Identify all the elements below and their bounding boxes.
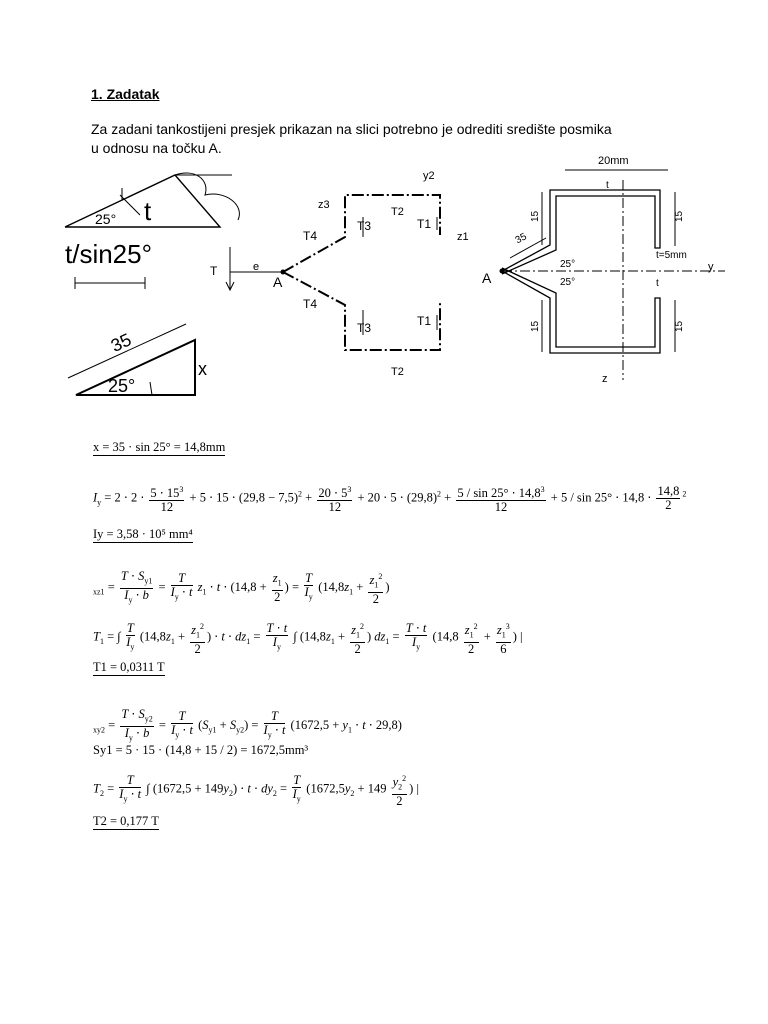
T1-bottom-label: T1: [417, 314, 432, 328]
equation-iy: $I_y = 2 \cdot 2$ ⋅ $\frac{5 \cdot 15^3}{12}$ + $5 \cdot 15 \cdot (29,8 - 7,5)^2$ + $\frac{20 \cdot 5^3}{12}$ + $20 \cdot 5 \cdot (29,8)^2$ + $\frac{5 / \sin 25^\circ \cdot 14,8^3}{12}$ + 5 / sin 25° ⋅ 14,8 ⋅ $\frac{14,8}{2}$ $^2$: [93, 484, 687, 515]
thickness-label: t: [144, 196, 152, 226]
point-A-label-right: A: [482, 270, 492, 286]
dim-15-right-bottom: 15: [674, 320, 685, 332]
point-A-label-mid: A: [273, 274, 283, 290]
equation-shear-flow-2: $_{xy2}$ = $\frac{T \cdot S_{y2}}{I_y \cdot b}$ = $\frac{T}{I_y \cdot t}$ $(S_{y1} + S_{y2})$ = $\frac{T}{I_y \cdot t}$ $(1672,5 + y_1 \cdot t \cdot 29,8)$: [93, 707, 402, 742]
T2-top-label: T2: [391, 206, 404, 218]
dim-15-left-bottom: 15: [530, 320, 541, 332]
z3-label: z3: [318, 199, 330, 211]
T1-top-label: T1: [417, 217, 432, 231]
thickness-t-label: t: [606, 180, 609, 191]
equation-T2-result: T2 = 0,177 T: [93, 814, 159, 828]
t-5mm-label: t=5mm: [656, 250, 687, 261]
T4-bottom-label: T4: [303, 297, 318, 311]
dim-15-right-top: 15: [674, 210, 685, 222]
T3-bottom-label: T3: [357, 321, 372, 335]
equation-Sy1: Sy1 = 5 · 15 · (14,8 + 15 / 2) = 1672,5mm³: [93, 743, 309, 757]
task-statement-line-2: u odnosu na točku A.: [91, 140, 222, 156]
equation-T2-integral: $T_2$ = $\frac{T}{I_y \cdot t}$ ∫ $(1672,5 + 149y_2) \cdot t \cdot dy_2$ = $\frac{T}{I_y}$ ($1672,5y_2 + 149$ $\frac{y_2^2}{2}$ ) |: [93, 773, 419, 808]
z1-label: z1: [457, 231, 469, 243]
task-statement-line-1: Za zadani tankostijeni presjek prikazan na slici potrebno je odrediti središte posmika: [91, 121, 612, 137]
angle-label-bottom: 25°: [108, 376, 136, 396]
equation-T1-result: T1 = 0,0311 T: [93, 660, 165, 674]
equation-T1-integral: $T_1$ = ∫ $\frac{T}{I_y}$ ($14,8z_1$ + $\frac{z_1^2}{2}$ ) ⋅ $t \cdot dz_1$ = $\frac{T \cdot t}{I_y}$ ∫ ($14,8z_1$ + $\frac{z_1^2}{2}$ ) $dz_1$ = $\frac{T \cdot t}{I_y}$ (14,8 $\frac{z_1^2}{2}$ + $\frac{z_1^3}{6}$ ) |: [93, 621, 523, 656]
angle-top-label: 25°: [560, 259, 576, 270]
T4-top-label: T4: [303, 229, 318, 243]
eccentricity-e-label: e: [253, 261, 260, 273]
dim-35-label: 35: [513, 231, 529, 247]
z-axis-label: z: [602, 373, 608, 385]
t-over-sin-label: t/sin25°: [65, 239, 153, 269]
shear-flow-sketch: [205, 165, 470, 385]
equation-shear-flow-1: $_{xz1}$ = $\frac{T \cdot S_{y1}}{I_y \cdot b}$ = $\frac{T}{I_y \cdot t}$ $z_1 \cdot t \cdot (14,8$ + $\frac{z_1}{2}$ ) = $\frac{T}{I_y}$ ($14,8z_1$ + $\frac{z_1^2}{2}$ ): [93, 569, 390, 606]
equation-iy-result: Iy = 3,58 · 10⁵ mm⁴: [93, 527, 193, 541]
angle-bottom-label: 25°: [560, 277, 576, 288]
task-title: 1. Zadatak: [91, 86, 160, 102]
cross-section-dimensions: [480, 150, 740, 390]
length-35-label: 35: [107, 329, 135, 356]
force-T-label: T: [210, 264, 218, 278]
y2-label: y2: [423, 170, 435, 182]
t-web-label: t: [656, 278, 659, 289]
equation-x: x = 35 · sin 25° = 14,8mm: [93, 440, 226, 454]
dim-15-left-top: 15: [530, 210, 541, 222]
T3-top-label: T3: [357, 219, 372, 233]
x-label: x: [198, 359, 207, 379]
y-axis-label: y: [708, 261, 714, 273]
width-20mm-label: 20mm: [598, 155, 629, 167]
angle-label-top: 25°: [95, 211, 117, 227]
T2-bottom-label: T2: [391, 366, 404, 378]
